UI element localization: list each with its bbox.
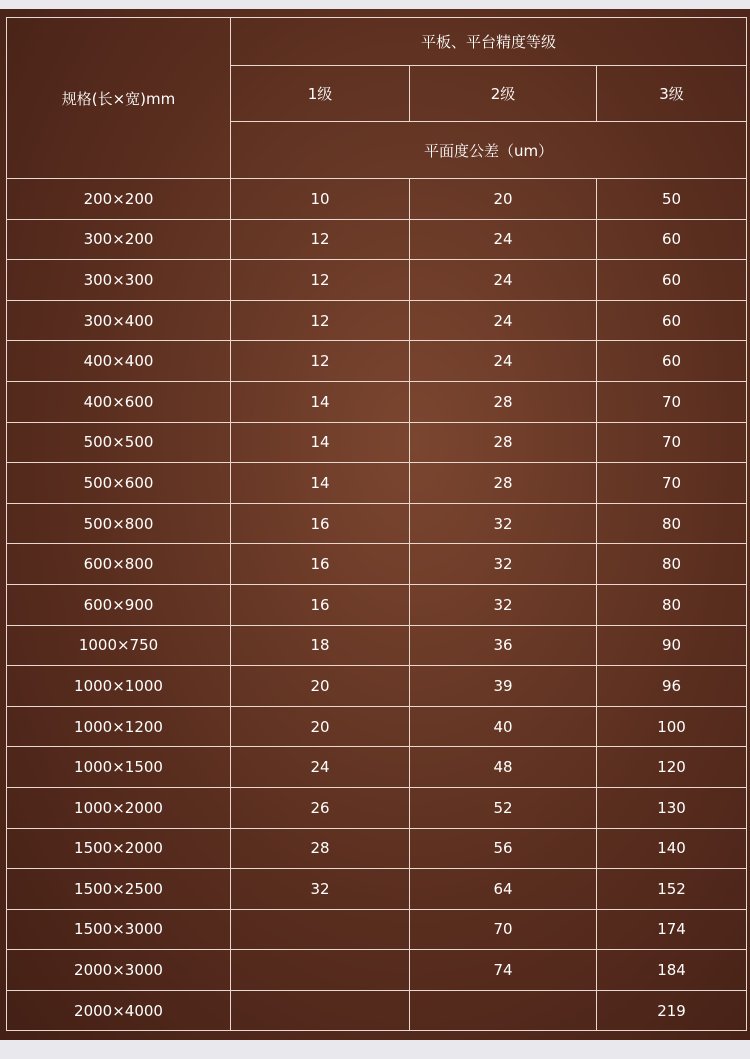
table-row (7, 828, 747, 869)
spec-cell: 400×400 (7, 341, 231, 382)
grade-2-cell: 24 (410, 300, 597, 341)
grade-3-cell: 184 (597, 950, 747, 991)
grade-1-cell: 16 (231, 503, 410, 544)
table-row (7, 300, 747, 341)
grade-1-cell: 20 (231, 706, 410, 747)
grade-1-cell (231, 909, 410, 950)
spec-cell: 500×500 (7, 422, 231, 463)
grade-3-cell: 80 (597, 544, 747, 585)
spec-cell: 1000×1500 (7, 747, 231, 788)
table-row (7, 219, 747, 260)
grade-2-cell (410, 990, 597, 1031)
grade-3-cell: 219 (597, 990, 747, 1031)
grade-3-cell: 96 (597, 666, 747, 707)
grade-2-cell: 24 (410, 219, 597, 260)
grade-2-cell: 32 (410, 503, 597, 544)
flatness-tolerance-table (6, 17, 747, 1031)
spec-cell: 1000×2000 (7, 787, 231, 828)
grade-group-header: 平板、平台精度等级 (231, 18, 747, 66)
grade-2-cell: 64 (410, 869, 597, 910)
grade-1-cell: 26 (231, 787, 410, 828)
grade-1-cell: 12 (231, 260, 410, 301)
grade-1-cell: 14 (231, 422, 410, 463)
grade-2-cell: 24 (410, 260, 597, 301)
table-row (7, 179, 747, 220)
grade-3-cell: 60 (597, 300, 747, 341)
grade-2-cell: 28 (410, 422, 597, 463)
table-row (7, 706, 747, 747)
table-row (7, 950, 747, 991)
grade-2-cell: 48 (410, 747, 597, 788)
grade-1-cell: 12 (231, 341, 410, 382)
grade-2-header: 2级 (410, 66, 597, 122)
grade-3-cell: 60 (597, 219, 747, 260)
spec-cell: 1000×1200 (7, 706, 231, 747)
spec-cell: 300×300 (7, 260, 231, 301)
grade-1-header: 1级 (231, 66, 410, 122)
grade-1-cell: 12 (231, 300, 410, 341)
table-row (7, 544, 747, 585)
grade-1-cell: 12 (231, 219, 410, 260)
table-row (7, 625, 747, 666)
spec-cell: 600×900 (7, 584, 231, 625)
grade-3-cell: 120 (597, 747, 747, 788)
tolerance-header: 平面度公差（um） (231, 122, 747, 179)
grade-3-cell: 100 (597, 706, 747, 747)
grade-1-cell: 16 (231, 584, 410, 625)
grade-3-cell: 152 (597, 869, 747, 910)
table-row (7, 503, 747, 544)
grade-2-cell: 32 (410, 584, 597, 625)
grade-1-cell: 24 (231, 747, 410, 788)
table-row (7, 260, 747, 301)
grade-3-cell: 70 (597, 381, 747, 422)
spec-cell: 1000×1000 (7, 666, 231, 707)
grade-3-cell: 80 (597, 584, 747, 625)
grade-2-cell: 74 (410, 950, 597, 991)
grade-2-cell: 36 (410, 625, 597, 666)
spec-cell: 1500×3000 (7, 909, 231, 950)
table-row (7, 422, 747, 463)
grade-2-cell: 40 (410, 706, 597, 747)
grade-3-cell: 80 (597, 503, 747, 544)
grade-3-cell: 60 (597, 260, 747, 301)
spec-cell: 600×800 (7, 544, 231, 585)
spec-cell: 2000×3000 (7, 950, 231, 991)
grade-1-cell: 18 (231, 625, 410, 666)
spec-cell: 1500×2000 (7, 828, 231, 869)
table-row (7, 869, 747, 910)
table-row (7, 341, 747, 382)
spec-cell: 300×400 (7, 300, 231, 341)
spec-cell: 400×600 (7, 381, 231, 422)
grade-3-cell: 50 (597, 179, 747, 220)
grade-3-cell: 174 (597, 909, 747, 950)
grade-3-cell: 90 (597, 625, 747, 666)
grade-1-cell: 14 (231, 381, 410, 422)
grade-2-cell: 52 (410, 787, 597, 828)
spec-cell: 200×200 (7, 179, 231, 220)
grade-2-cell: 70 (410, 909, 597, 950)
grade-3-cell: 70 (597, 422, 747, 463)
grade-3-cell: 60 (597, 341, 747, 382)
grade-1-cell: 20 (231, 666, 410, 707)
grade-2-cell: 28 (410, 381, 597, 422)
table-row (7, 747, 747, 788)
table-row (7, 666, 747, 707)
grade-2-cell: 28 (410, 463, 597, 504)
spec-cell: 2000×4000 (7, 990, 231, 1031)
spec-cell: 500×600 (7, 463, 231, 504)
spec-cell: 300×200 (7, 219, 231, 260)
grade-2-cell: 24 (410, 341, 597, 382)
grade-1-cell (231, 990, 410, 1031)
grade-1-cell: 14 (231, 463, 410, 504)
grade-2-cell: 39 (410, 666, 597, 707)
grade-3-cell: 70 (597, 463, 747, 504)
table-row (7, 463, 747, 504)
grade-2-cell: 32 (410, 544, 597, 585)
grade-1-cell: 32 (231, 869, 410, 910)
grade-2-cell: 56 (410, 828, 597, 869)
table-row (7, 787, 747, 828)
grade-1-cell: 28 (231, 828, 410, 869)
table-row (7, 909, 747, 950)
table-frame (0, 9, 750, 1040)
table-row (7, 584, 747, 625)
table-row (7, 990, 747, 1031)
spec-cell: 1500×2500 (7, 869, 231, 910)
grade-1-cell: 10 (231, 179, 410, 220)
grade-1-cell: 16 (231, 544, 410, 585)
grade-3-header: 3级 (597, 66, 747, 122)
spec-header: 规格(长×宽)mm (7, 18, 231, 179)
grade-1-cell (231, 950, 410, 991)
grade-2-cell: 20 (410, 179, 597, 220)
grade-3-cell: 140 (597, 828, 747, 869)
spec-cell: 500×800 (7, 503, 231, 544)
spec-cell: 1000×750 (7, 625, 231, 666)
grade-3-cell: 130 (597, 787, 747, 828)
table-row (7, 381, 747, 422)
